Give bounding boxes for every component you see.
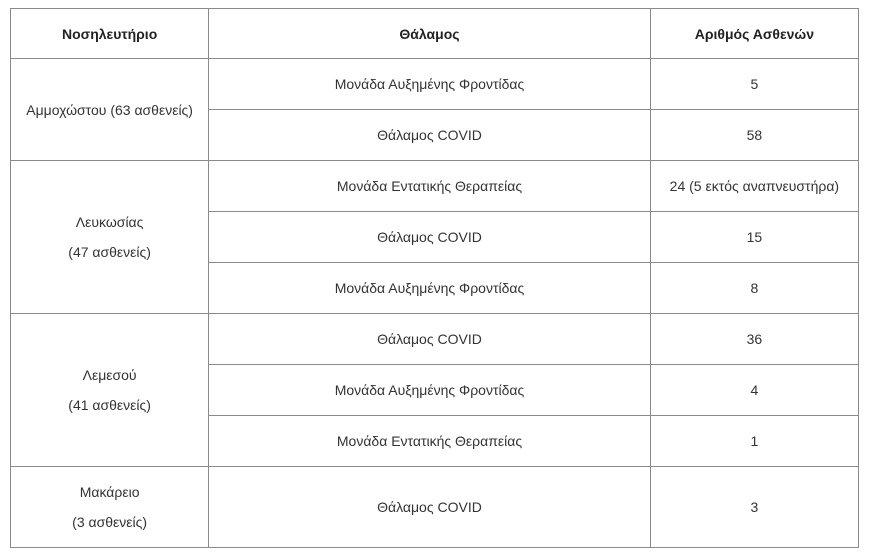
hospital-cell-limassol (11, 314, 209, 467)
ward-cell: Θάλαμος COVID (209, 467, 651, 548)
hospital-patient-total: (3 ασθενείς) (72, 514, 148, 530)
hospital-patient-total: (41 ασθενείς) (68, 397, 151, 413)
table-row (11, 467, 859, 548)
count-cell: 5 (650, 59, 858, 110)
hospital-name: Αμμοχώστου (63 ασθενείς) (26, 101, 193, 118)
ward-cell: Μονάδα Αυξημένης Φροντίδας (209, 263, 651, 314)
cropped-text-line (0, 548, 894, 554)
count-cell: 3 (650, 467, 858, 548)
ward-cell: Μονάδα Αυξημένης Φροντίδας (209, 59, 651, 110)
ward-cell: Μονάδα Αυξημένης Φροντίδας (209, 365, 651, 416)
hospital-patients-table (10, 8, 859, 548)
header-ward: Θάλαμος (209, 9, 651, 59)
count-cell: 4 (650, 365, 858, 416)
ward-cell: Μονάδα Εντατικής Θεραπείας (209, 416, 651, 467)
hospital-name: Μακάρειο (79, 484, 140, 500)
count-cell: 36 (650, 314, 858, 365)
count-cell: 8 (650, 263, 858, 314)
table-row (11, 59, 859, 110)
ward-cell: Θάλαμος COVID (209, 110, 651, 161)
header-hospital: Νοσηλευτήριο (11, 9, 209, 59)
table-row (11, 161, 859, 212)
hospital-name: Λευκωσίας (75, 214, 144, 230)
ward-cell: Θάλαμος COVID (209, 212, 651, 263)
hospital-cell-nicosia (11, 161, 209, 314)
header-patients: Αριθμός Ασθενών (650, 9, 858, 59)
hospital-patient-total: (47 ασθενείς) (68, 244, 151, 260)
ward-cell: Μονάδα Εντατικής Θεραπείας (209, 161, 651, 212)
count-cell: 58 (650, 110, 858, 161)
count-cell: 1 (650, 416, 858, 467)
ward-cell: Θάλαμος COVID (209, 314, 651, 365)
table-row (11, 314, 859, 365)
hospital-cell-famagusta (11, 59, 209, 161)
hospital-cell-makarios (11, 467, 209, 548)
count-cell: 24 (5 εκτός αναπνευστήρα) (650, 161, 858, 212)
header-row (11, 9, 859, 59)
hospital-name: Λεμεσού (82, 367, 137, 383)
count-cell: 15 (650, 212, 858, 263)
